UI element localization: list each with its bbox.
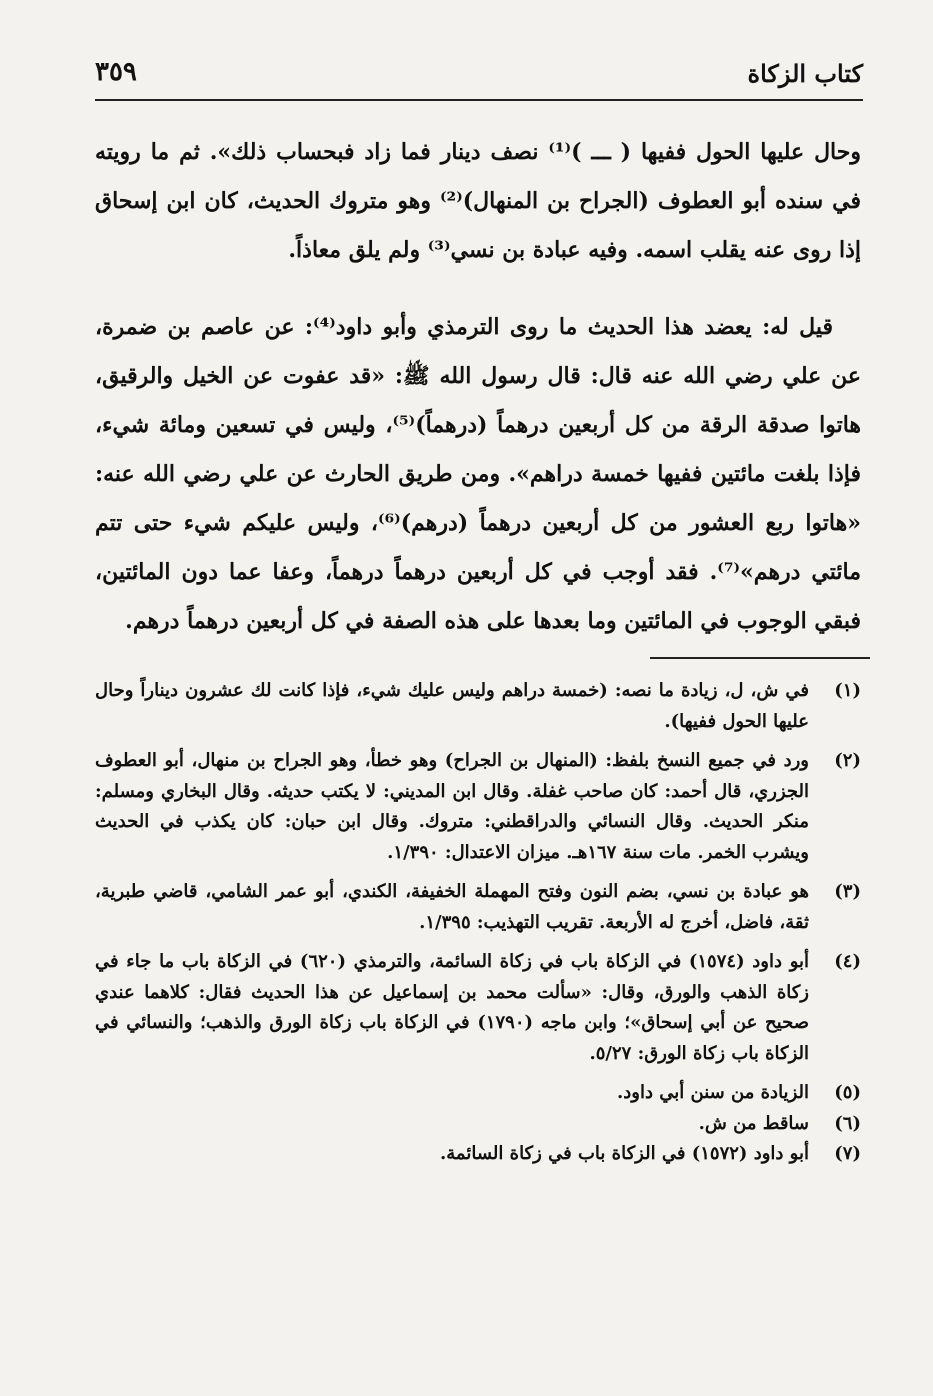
paragraph: قيل له: يعضد هذا الحديث ما روى الترمذي وأبو داود⁽⁴⁾: عن عاصم بن ضمرة، عن علي رضي الله عنه قال: قال رسول الله ﷺ: «قد عفوت عن الخيل والرقيق، هاتوا صدقة الرقة من كل أربعين درهماً (درهماً)⁽⁵⁾، وليس في تسعين ومائة شيء، فإذا بلغت مائتين ففيها خمسة دراهم». ومن طريق الحارث عن علي رضي الله عنه: «هاتوا ربع العشور من كل أربعين درهماً (درهم)⁽⁶⁾، وليس عليكم شيء حتى تتم مائتي درهم»⁽⁷⁾. فقد أوجب في كل أربعين درهماً درهماً، وعفا عما دون المائتين، فبقي الوجوب في المائتين وما بعدها على هذه الصفة في كل أربعين درهماً درهم. <box>95 314 862 634</box>
footnote-number: (٥) <box>834 1082 861 1103</box>
footnotes <box>95 676 861 1170</box>
footnote-number: (١) <box>834 680 861 701</box>
main-text <box>95 128 861 646</box>
footnote-text: أبو داود (١٥٧٤) في الزكاة باب في زكاة السائمة، والترمذي (٦٢٠) في الزكاة باب ما جاء في زكاة الذهب والورق، وقال: «سألت محمد بن إسماعيل عن هذا الحديث فقال: كلاهما عندي صحيح عن أبي إسحاق»؛ وابن ماجه (١٧٩٠) في الزكاة باب زكاة الورق والذهب؛ والنسائي في الزكاة باب زكاة الورق: ٥/٢٧. <box>95 951 809 1064</box>
footnote <box>95 1139 861 1170</box>
footnote-number: (٢) <box>834 750 861 771</box>
footnote <box>95 746 861 868</box>
footnote <box>95 947 861 1069</box>
footnote-divider <box>650 657 870 659</box>
footnote <box>95 676 861 737</box>
running-title: كتاب الزكاة <box>747 59 863 88</box>
footnote-number: (٦) <box>834 1112 861 1134</box>
footnote-text: في ش، ل، زيادة ما نصه: (خمسة دراهم وليس عليك شيء، فإذا كانت لك عشرون ديناراً وحال عليها الحول ففيها). <box>95 680 809 732</box>
footnote <box>95 1078 861 1109</box>
page-number: ٣٥٩ <box>95 57 137 87</box>
footnote-number: (٧) <box>834 1143 861 1164</box>
footnote-number: (٤) <box>834 951 861 972</box>
page-header <box>95 55 863 101</box>
footnote-text: ساقط من ش. <box>698 1112 809 1134</box>
footnote-text: ورد في جميع النسخ بلفظ: (المنهال بن الجراح) وهو خطأ، وهو الجراح بن منهال، أبو العطوف الجزري، قال أحمد: كان صاحب غفلة. وقال ابن المديني: لا يكتب حديثه. وقال البخاري ومسلم: منكر الحديث. وقال النسائي والدراقطني: متروك. وقال ابن حبان: كان يكذب في الحديث ويشرب الخمر. مات سنة ١٦٧هـ. ميزان الاعتدال: ١/٣٩٠. <box>95 750 810 863</box>
footnote-text: أبو داود (١٥٧٢) في الزكاة باب في زكاة السائمة. <box>440 1143 809 1164</box>
footnote-number: (٣) <box>834 881 861 902</box>
footnote <box>95 1109 861 1140</box>
paragraph: وحال عليها الحول ففيها ( ـــ )⁽¹⁾ نصف دينار فما زاد فبحساب ذلك». ثم ما رويته في سنده أبو العطوف (الجراح بن المنهال)⁽²⁾ وهو متروك الحديث، كان ابن إسحاق إذا روى عنه يقلب اسمه. وفيه عبادة بن نسي⁽³⁾ ولم يلق معاذاً. <box>95 139 861 263</box>
footnote <box>95 877 861 938</box>
footnote-text: الزيادة من سنن أبي داود. <box>617 1082 809 1103</box>
footnote-text: هو عبادة بن نسي، بضم النون وفتح المهملة الخفيفة، الكندي، أبو عمر الشامي، قاضي طبرية، ثقة، فاضل، أخرج له الأربعة. تقريب التهذيب: ١/٣٩٥. <box>95 881 809 933</box>
